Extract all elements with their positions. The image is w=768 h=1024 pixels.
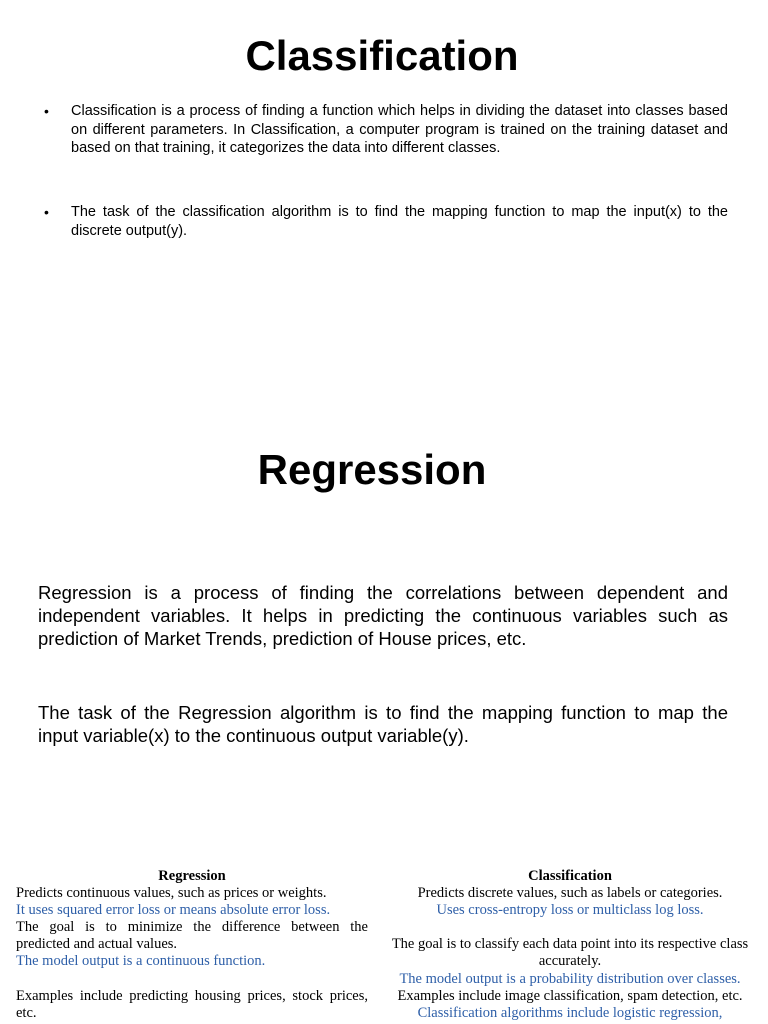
comparison-regression-line-1: Predicts continuous values, such as prices or weights.	[16, 885, 327, 902]
classification-bullet-2	[44, 203, 728, 240]
regression-paragraph-2: The task of the Regression algorithm is to find the mapping function to map the input variable(x) to the continuous output variable(y).	[38, 702, 728, 746]
bullet-dot-icon: •	[44, 103, 49, 119]
bullet-dot-icon: •	[44, 204, 49, 220]
classification-bullet-1	[44, 102, 728, 158]
comparison-classification-line-4: The model output is a probability distribution over classes.	[399, 970, 741, 987]
comparison-classification-line-3: The goal is to classify each data point into its respective class accurately.	[391, 936, 749, 970]
comparison-classification-line-5: Examples include image classification, spam detection, etc.	[397, 987, 743, 1004]
comparison-classification-heading: Classification	[528, 868, 612, 884]
classification-bullet-1-text: Classification is a process of finding a function which helps in dividing the dataset into classes based on different parameters. In Classification, a computer program is trained on the training dataset and based on that training, it categorizes the data into different classes.	[71, 103, 728, 156]
comparison-classification-line-6: Classification algorithms include logistic regression,	[417, 1004, 723, 1021]
comparison-classification-line-2: Uses cross-entropy loss or multiclass log loss.	[436, 902, 704, 919]
comparison-regression-line-3: The goal is to minimize the difference between the predicted and actual values.	[16, 919, 368, 953]
classification-title: Classification	[245, 32, 519, 79]
classification-bullet-2-text: The task of the classification algorithm is to find the mapping function to map the input(x) to the discrete output(y).	[71, 204, 728, 239]
comparison-regression-line-2: It uses squared error loss or means absolute error loss.	[16, 902, 331, 919]
comparison-regression-heading: Regression	[158, 868, 226, 884]
comparison-regression-line-5: Examples include predicting housing prices, stock prices, etc.	[16, 987, 368, 1021]
comparison-regression-line-4: The model output is a continuous function.	[16, 953, 266, 970]
regression-title: Regression	[257, 446, 487, 493]
comparison-classification-line-1: Predicts discrete values, such as labels or categories.	[417, 885, 723, 902]
comparison-classification-column	[384, 868, 756, 1022]
regression-paragraph-1: Regression is a process of finding the correlations between dependent and independent variables. It helps in predicting the continuous variables such as prediction of Market Trends, prediction of House prices, etc.	[38, 582, 728, 649]
comparison-regression-column	[16, 868, 368, 1022]
